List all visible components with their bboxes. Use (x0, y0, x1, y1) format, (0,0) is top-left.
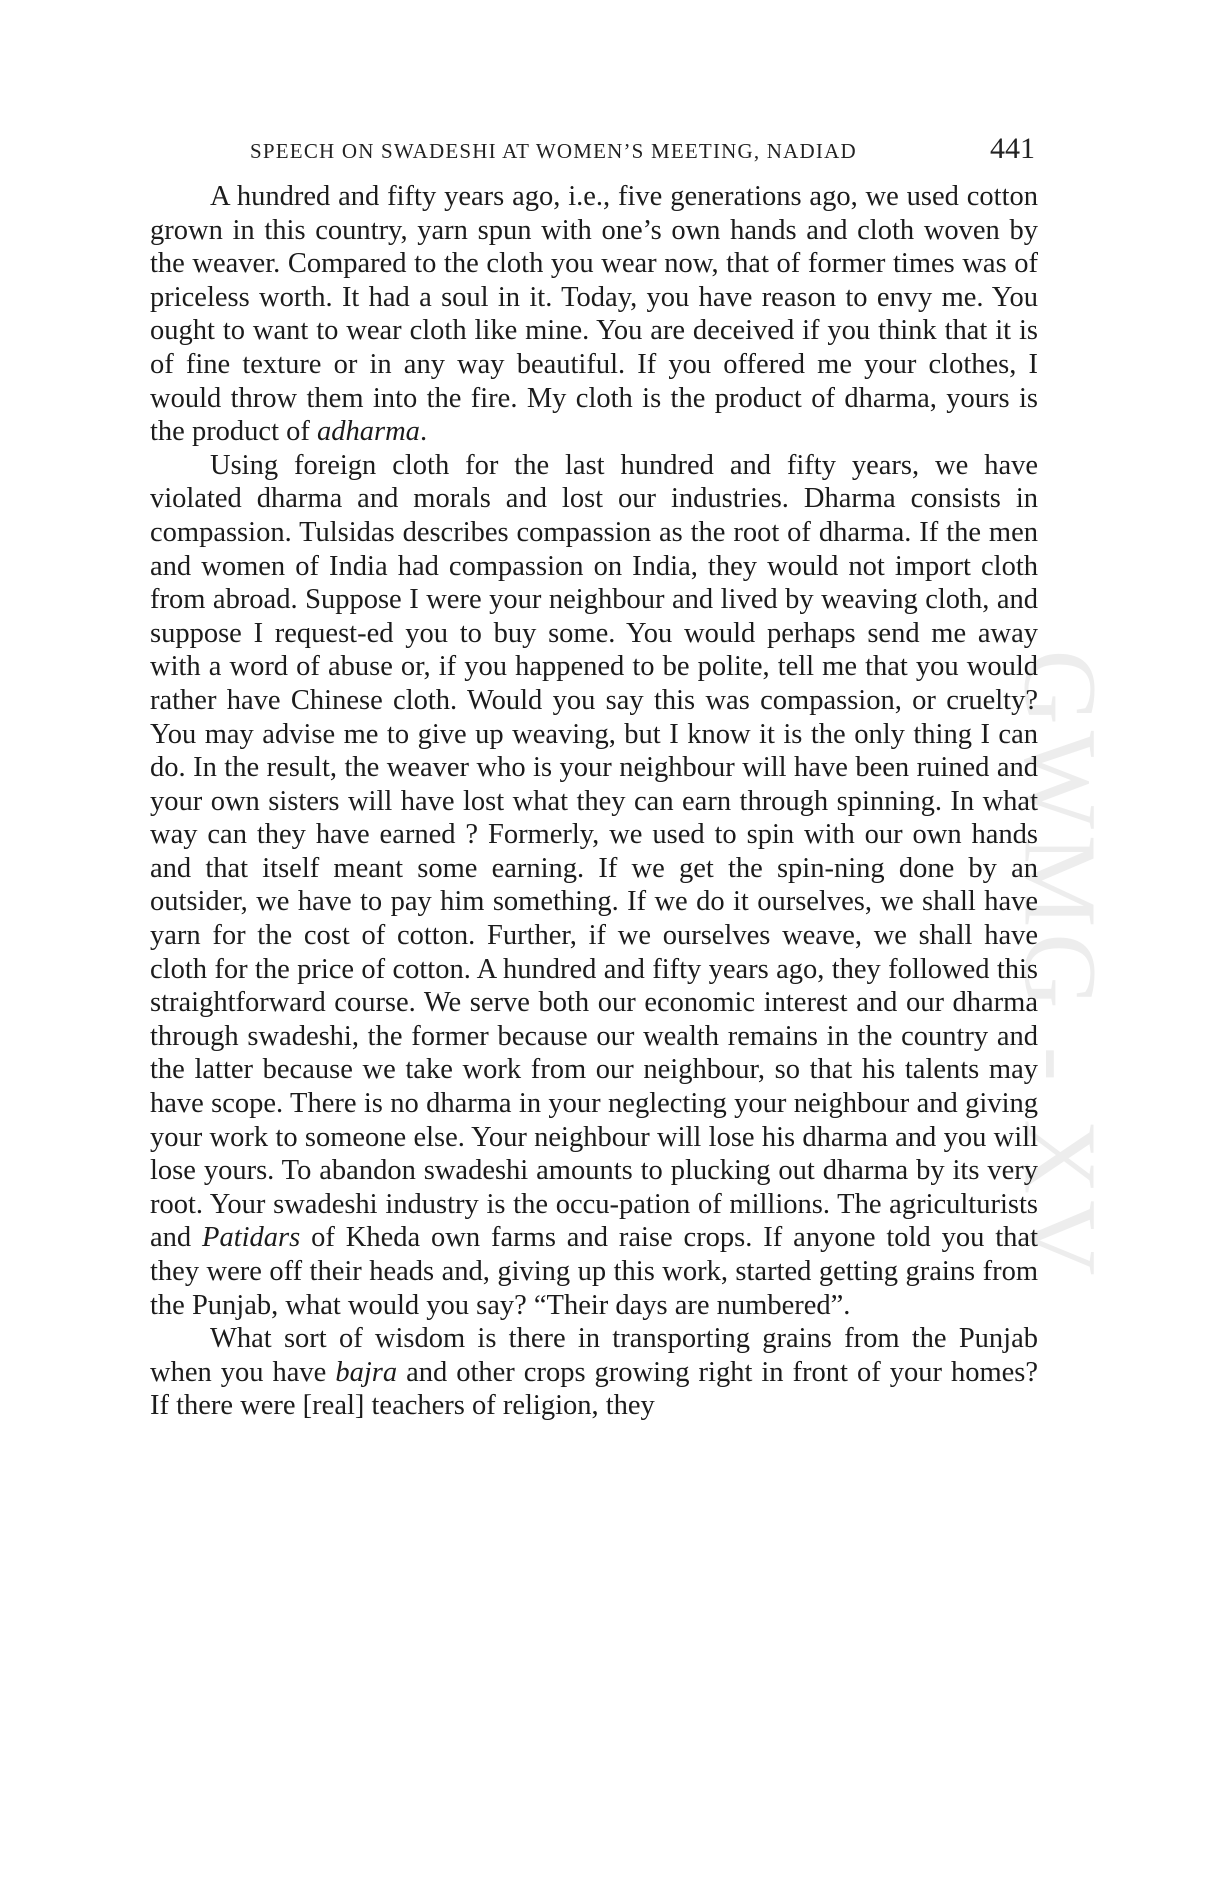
paragraph (150, 1322, 1038, 1423)
italic-term: bajra (335, 1356, 398, 1388)
page-number: 441 (990, 132, 1035, 165)
italic-term: adharma (317, 416, 420, 448)
text-run: . (419, 416, 428, 448)
running-header (250, 132, 1035, 172)
running-title: SPEECH ON SWADESHI AT WOMEN’S MEETING, NADIAD (250, 139, 857, 163)
text-run: Using foreign cloth for the last hundred and fifty years, we have violated dharma and morals and lost our industries. Dharma consists in compassion. Tulsidas describes compassion as the root of dharma. If the men and women of India had compassion on India, they would not import cloth from abroad. Suppose I were your neighbour and lived by weaving cloth, and suppose I request-ed you to buy some. You would perhaps send me away with a word of abuse or, if you happened to be polite, tell me that you would rather have Chinese cloth. Would you say this was compassion, or cruelty? You may advise me to give up weaving, but I know it is the only thing I can do. In the result, the weaver who is your neighbour will have been ruined and your own sisters will have lost what they can earn through spinning. In what way can they have earned ? Formerly, we used to spin with our own hands and that itself meant some earning. If we get the spin-ning done by an outsider, we have to pay him something. If we do it ourselves, we shall have yarn for the cost of cotton. Further, if we ourselves weave, we shall have cloth for the price of cotton. A hundred and fifty years ago, they followed this straightforward course. We serve both our economic interest and our dharma through swadeshi, the former because our wealth remains in the country and the latter because we take work from our neighbour, so that his talents may have scope. There is no dharma in your neglecting your neighbour and giving your work to someone else. Your neighbour will lose his dharma and you will lose yours. To abandon swadeshi amounts to plucking out dharma by its very root. Your swadeshi industry is the occu-pation of millions. The agriculturists and (150, 449, 1038, 1254)
paragraph (150, 180, 1038, 449)
body-text (150, 180, 1038, 1423)
italic-term: Patidars (202, 1222, 301, 1254)
paragraph (150, 449, 1038, 1322)
text-run: What sort of wisdom is there in transporting grains from the Punjab when you have (150, 1323, 1038, 1388)
text-run: A hundred and fifty years ago, i.e., five generations ago, we used cotton grown in this country, yarn spun with one’s own hands and cloth woven by the weaver. Compared to the cloth you wear now, that of former times was of priceless worth. It had a soul in it. Today, you have reason to envy me. You ought to want to wear cloth like mine. You are deceived if you think that it is of fine texture or in any way beautiful. If you offered me your clothes, I would throw them into the fire. My cloth is the product of dharma, yours is the product of (150, 181, 1038, 448)
text-run: of Kheda own farms and raise crops. If anyone told you that they were off their heads and, giving up this work, started getting grains from the Punjab, what would you say? “Their days are numbered”. (150, 1222, 1038, 1321)
text-run: and other crops growing right in front of your homes? If there were [real] teachers of religion, they (150, 1356, 1039, 1422)
watermark-text: GWMG - XV (1002, 649, 1118, 1281)
